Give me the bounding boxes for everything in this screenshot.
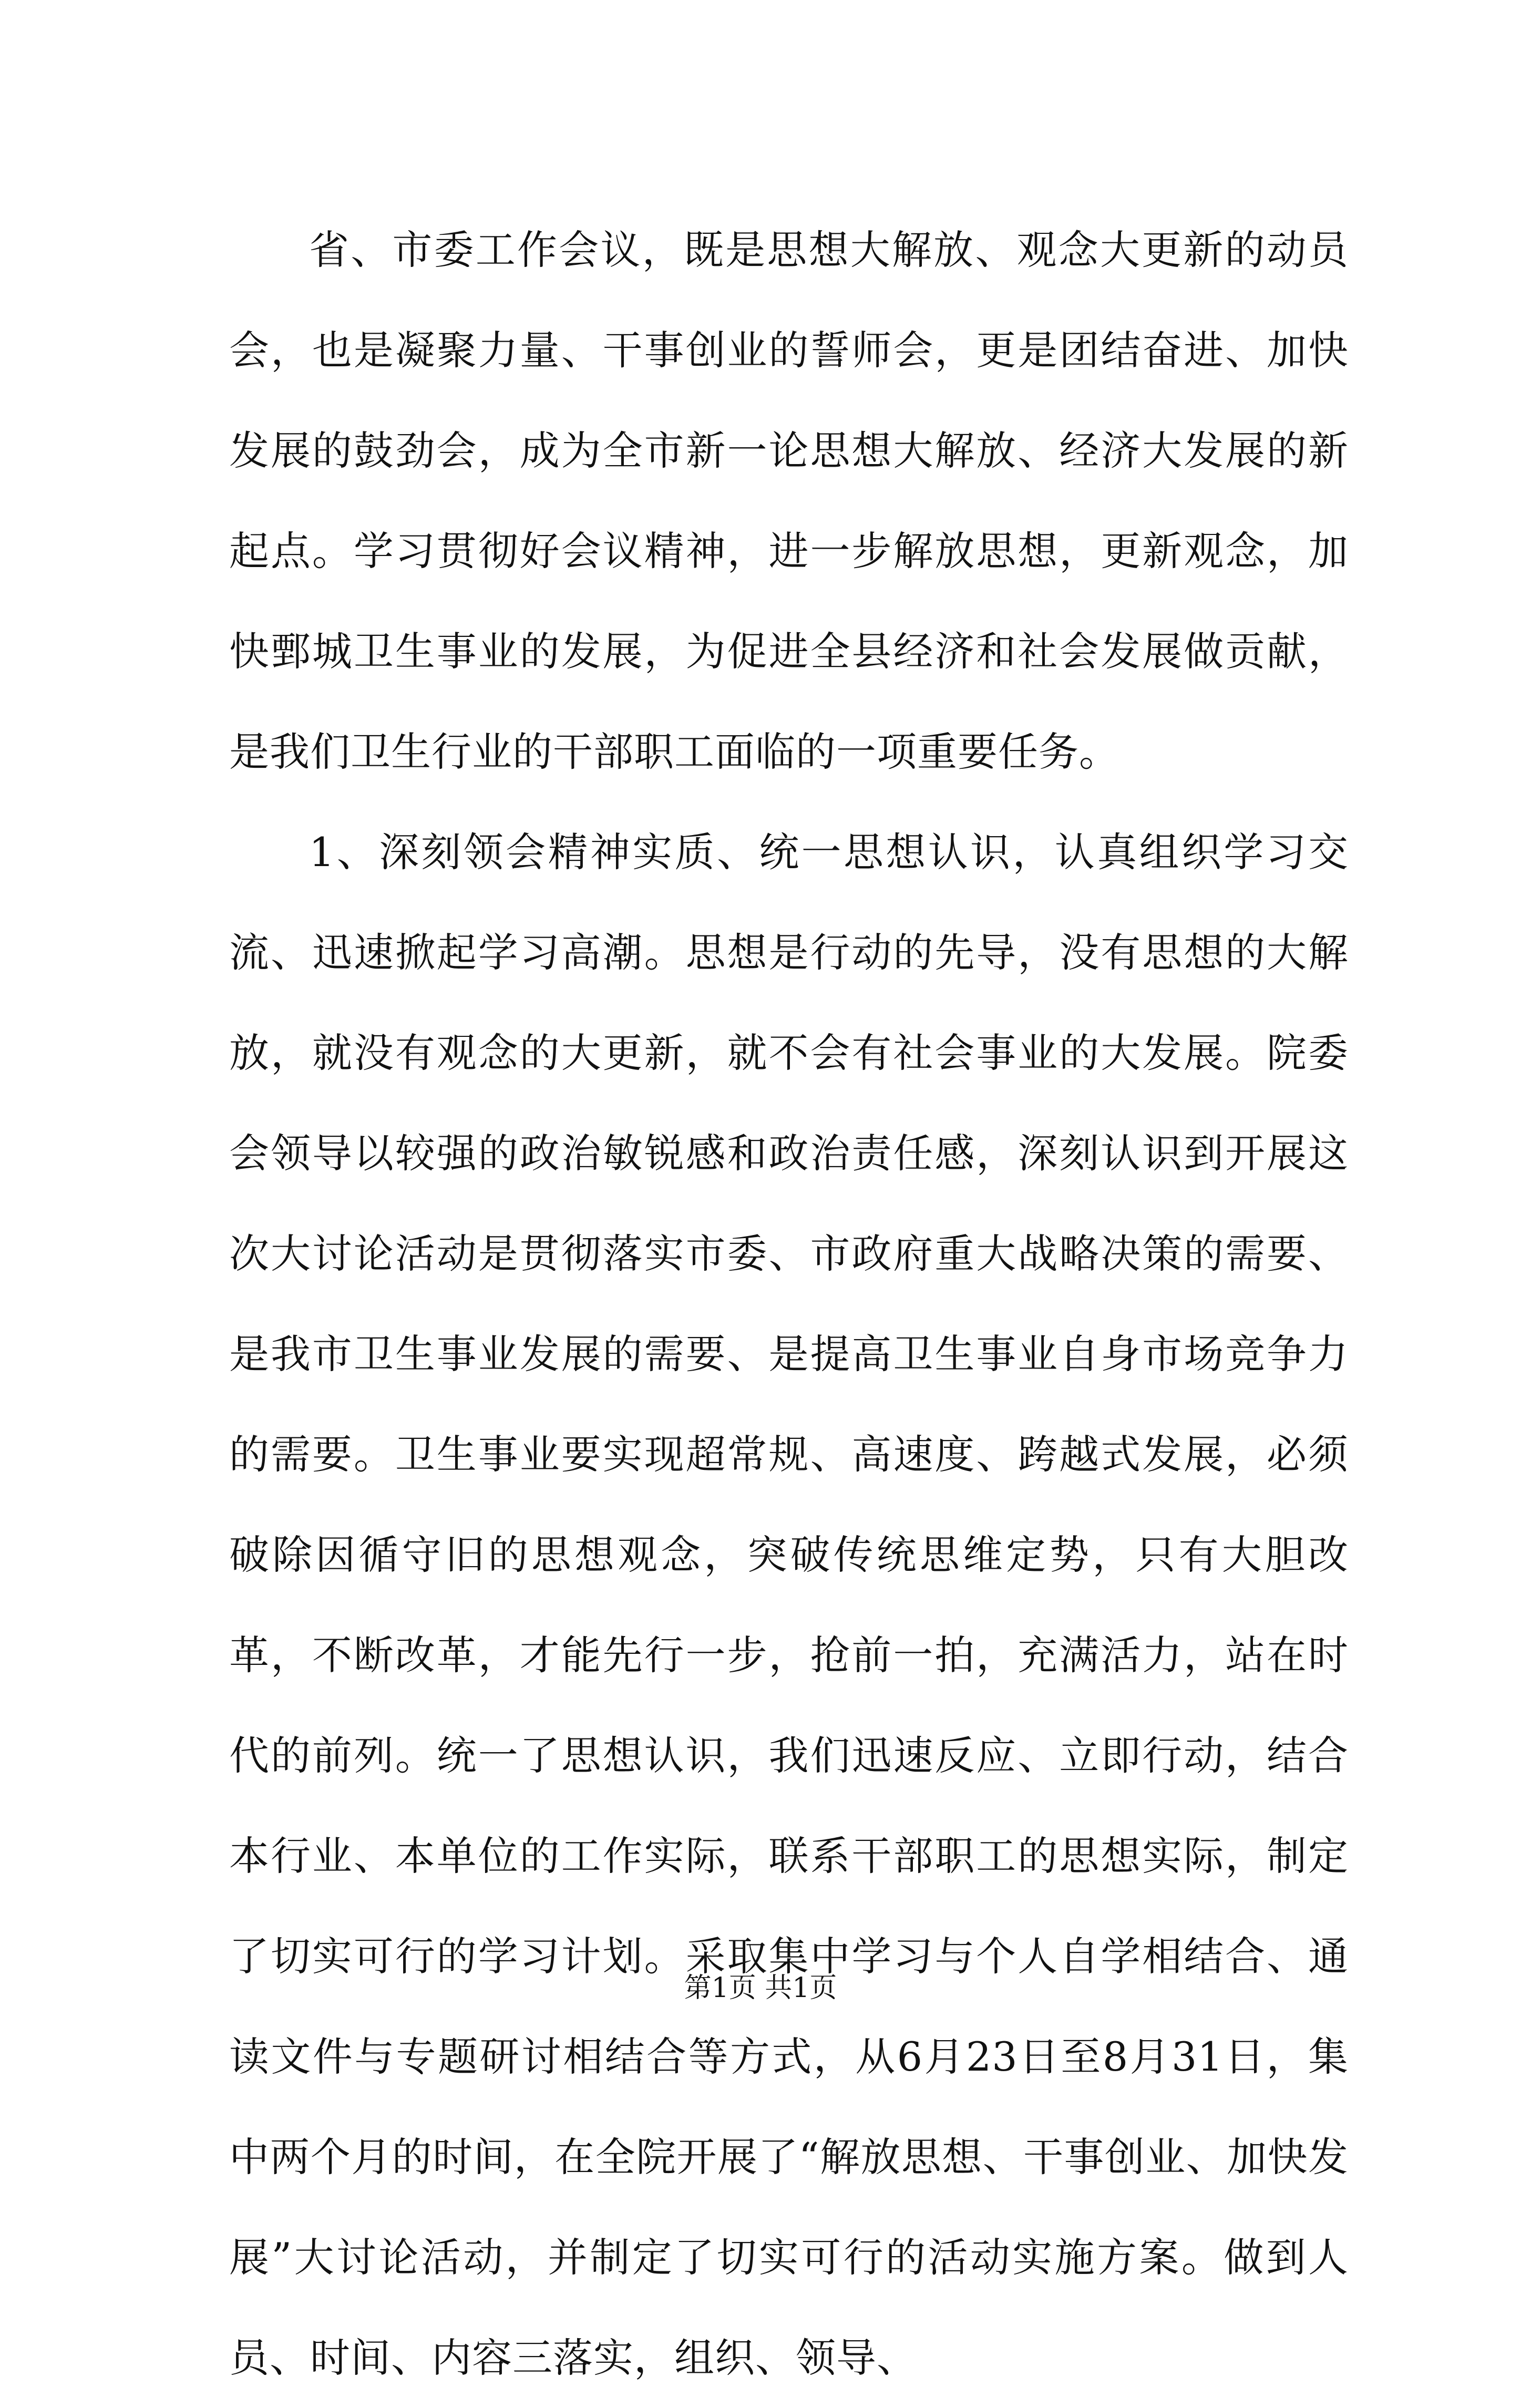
paragraph-intro: 省、市委工作会议，既是思想大解放、观念大更新的动员会，也是凝聚力量、干事创业的誓师会，更是团结奋进、加快发展的鼓劲会，成为全市新一论思想大解放、经济大发展的新起点。学习贯彻好会议精神，进一步解放思想，更新观念，加快鄄城卫生事业的发展，为促进全县经济和社会发展做贡献，是我们卫生行业的干部职工面临的一项重要任务。 (229, 227, 1349, 775)
paragraph-section-1: 1、深刻领会精神实质、统一思想认识，认真组织学习交流、迅速掀起学习高潮。思想是行动的先导，没有思想的大解放，就没有观念的大更新，就不会有社会事业的大发展。院委会领导以较强的政治敏锐感和政治责任感，深刻认识到开展这次大讨论活动是贯彻落实市委、市政府重大战略决策的需要、是我市卫生事业发展的需要、是提高卫生事业自身市场竞争力的需要。卫生事业要实现超常规、高速度、跨越式发展，必须破除因循守旧的思想观念，突破传统思维定势，只有大胆改革，不断改革，才能先行一步，抢前一拍，充满活力，站在时代的前列。统一了思想认识，我们迅速反应、立即行动，结合本行业、本单位的工作实际，联系干部职工的思想实际，制定了切实可行的学习计划。采取集中学习与个人自学相结合、通读文件与专题研讨相结合等方式，从6月23日至8月31日，集中两个月的时间，在全院开展了“解放思想、干事创业、加快发展”大讨论活动，并制定了切实可行的活动实施方案。做到人员、时间、内容三落实，组织、领导、 (229, 829, 1349, 2381)
page-footer: 第1页 共1页 (684, 1972, 837, 2004)
document-body (229, 200, 1349, 2408)
